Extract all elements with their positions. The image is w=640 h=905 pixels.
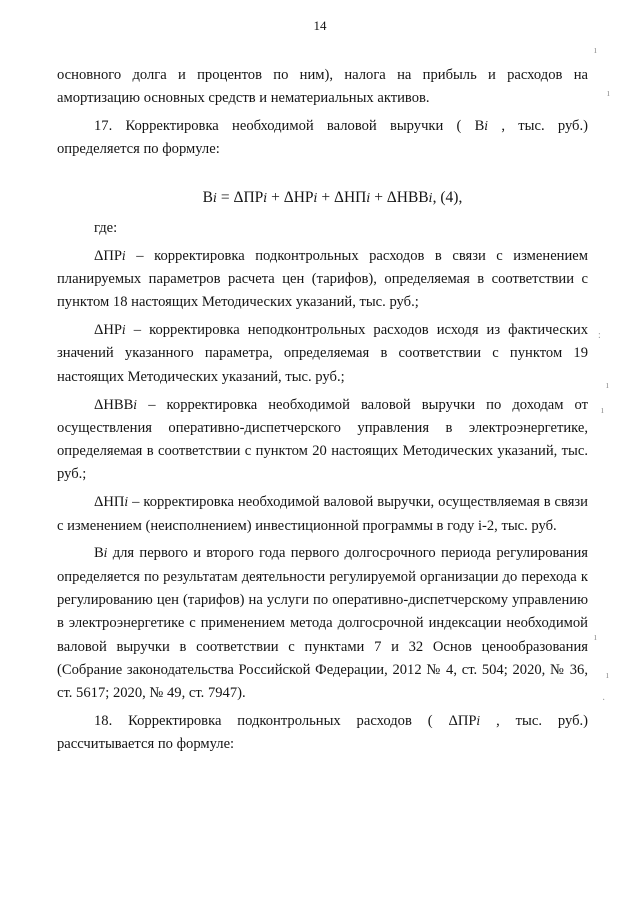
definition-subscript: i [122,323,126,338]
definition-text: – корректировка необходимой валовой выручки по доходам от осуществления оперативно-диспетчерского управления в электроэнергетике, определяемая в соответствии с пунктом 20 настоящих Методических указаний, тыс. руб.; [57,396,588,483]
definition-symbol: ΔНР [94,322,123,339]
item-18-tail: , тыс. руб.) рассчитывается по формуле: [57,712,588,753]
definition-subscript: i [124,495,129,510]
continuation-paragraph: основного долга и процентов по ним), налога на прибыль и расходов на амортизацию основных средств и нематериальных активов. [57,67,588,107]
definition-subscript: i [133,397,138,412]
scan-artifact: ı [594,632,597,643]
bi-paragraph [57,542,588,705]
formula-part: + ΔНП [317,188,367,206]
item-18-paragraph [57,710,588,757]
where-label: где: [94,219,118,236]
page-number: 14 [313,18,327,33]
definition-dnvv [57,394,588,487]
definition-text: – корректировка необходимой валовой выручки, осуществляемая в связи с изменением (неисполнением) инвестиционной программы в году i-2, тыс. руб. [57,494,588,534]
item-17-paragraph [57,115,588,162]
definition-text: – корректировка подконтрольных расходов в связи с изменением планируемых параметров расчета цен (тарифов), определяемая в соответствии с пунктом 18 настоящих Методических указаний, тыс. руб.; [57,247,588,311]
formula-subscript: i [366,189,371,205]
scan-artifact: ı [606,380,609,391]
bi-symbol: B [94,545,104,562]
scan-artifact: ı [594,45,597,56]
definition-text: – корректировка неподконтрольных расходов исходя из фактических значений указанного параметра, определяемая в соответствии с пунктом 19 настоящих Методических указаний, тыс. руб.; [57,322,588,385]
formula-subscript: i [263,189,268,205]
definition-symbol: ΔПР [94,247,123,264]
formula-4 [57,186,588,209]
definition-subscript: i [122,248,126,263]
formula-part: B [202,188,214,206]
item-18-lead: 18. Корректировка подконтрольных расходов ( ΔПР [94,712,477,729]
formula-subscript: i [313,189,318,205]
definition-dnp [57,491,588,538]
item-17-lead: 17. Корректировка необходимой валовой выручки ( B [94,118,485,135]
formula-subscript: i [213,189,217,205]
formula-part: , (4), [432,188,463,206]
definition-dpr [57,245,588,315]
scan-artifact: ı [607,88,610,99]
item-18-subscript: i [476,713,481,728]
item-17-tail: , тыс. руб.) определяется по формуле: [57,118,588,158]
bi-subscript: i [103,546,108,561]
definition-dnr [57,319,588,389]
formula-part: + ΔНВВ [370,188,429,206]
formula-subscript: i [428,189,433,205]
scan-artifact: : [598,330,601,341]
definition-symbol: ΔНВВ [94,396,134,413]
scan-artifact: ı [606,670,609,681]
formula-part: + ΔНР [267,188,314,206]
formula-part: = ΔПР [216,188,264,206]
item-17-subscript: i [484,119,489,134]
bi-text: для первого и второго года первого долгосрочного периода регулирования определяется по результатам деятельности регулируемой организации до перехода к регулированию цен (тарифов) на услуги по оперативно-диспетчерскому управлению в электроэнергетике с применением метода долгосрочной индексации необходимой валовой выручки в соответствии с пунктами 7 и 32 Основ ценообразования (Собрание законодательства Российской Федерации, 2012 № 4, ст. 504; 2020, № 36, ст. 5617; 2020, № 49, ст. 7947). [57,545,588,702]
scan-artifact: ı [601,405,604,416]
page-content [57,64,588,761]
definition-symbol: ΔНП [94,494,125,511]
scan-artifact: · [602,695,606,706]
